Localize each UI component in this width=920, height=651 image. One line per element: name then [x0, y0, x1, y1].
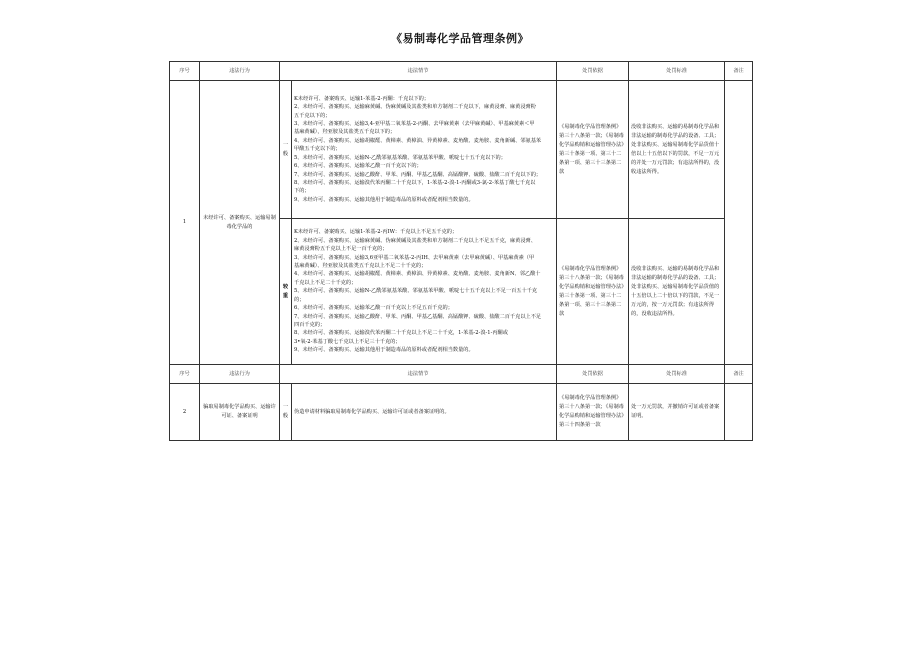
circumstance-line: 5、未经许可、备案购买、运输N-乙酰邻氨基苯酸、邻氨基苯甲酸、哌啶七十五千克以下的； — [294, 154, 506, 161]
header-violation: 违法行为 — [200, 365, 280, 384]
row1-serious-circumstances — [292, 219, 557, 365]
circumstance-line: 6、未经许可、备案购买、运输苯乙酸一百千克以下的； — [294, 163, 422, 170]
circumstance-line: 2、未经许可、备案购买、运输麻黄碱、伪麻黄碱及其盐类和单方制剂二千克以上不足五千克，麻黄浸膏、 — [294, 237, 536, 244]
row1-serious-standard: 没收非法购买、运输的易制毒化学品和非法运输的制毒化学品的设备、工具；处非法购买、运输易制毒化学品货值的十五倍以上二十倍以下的罚款，不足一万元的，按一万元罚款；有违法所得的，没收违法所得。 — [629, 219, 725, 365]
circumstance-line: 五千克以下的； — [294, 112, 331, 119]
header-basis: 处罚依据 — [557, 62, 629, 81]
row1-serious-basis: 《易制毒化学品管理条例》第三十八条第一款；《易制毒化学品购销和运输管理办法》第三十条第一项、第三十二条第一项、第三十三条第二款 — [557, 219, 629, 365]
row2-index: 2 — [170, 384, 200, 441]
header-index: 序号 — [170, 62, 200, 81]
circumstance-line: 4、未经许可、备案购买、运输胡椒醛、黄樟素、黄樟油、异黄樟素、麦角酸、麦角胺、麦角新碱、邻氨基苯 — [294, 137, 542, 144]
header-remarks: 备注 — [725, 365, 753, 384]
header-circumstances: 违法情节 — [280, 365, 557, 384]
row2-violation: 骗取易制毒化学品购买、运输许可证、备案证明 — [200, 384, 280, 441]
circumstance-line: 8、未经许可、备案购买、运输溴代苯丙酮二十千克以上不足二十千克，1-苯基-2-溴-1-丙酮或 — [294, 330, 508, 337]
header-standard: 处罚标准 — [629, 62, 725, 81]
header-basis: 处罚依据 — [557, 365, 629, 384]
circumstance-line: 甲酸五千克以下的； — [294, 146, 341, 153]
table-row — [170, 384, 753, 441]
header-index: 序号 — [170, 365, 200, 384]
table-row — [170, 81, 753, 219]
circumstance-line: 麻黄浸膏粉五千克以上不足一百千克的； — [294, 246, 388, 253]
circumstance-line: 7、未经许可、备案购买、运输乙酸酐、甲苯、丙酮、甲基乙基酮、高锰酸钾、硫酸、盐酸二百千克以下的； — [294, 171, 542, 178]
row2-circumstances: 伪造申请材料骗取易制毒化学品购买、运输许可证或者备案证明的。 — [292, 384, 557, 441]
row1-general-circumstances — [292, 81, 557, 219]
row2-remarks — [725, 384, 753, 441]
header-standard: 处罚标准 — [629, 365, 725, 384]
circumstance-line: 8、未经许可、备案购买、运输溴代苯丙酮二十千克以下，1-苯基-2-溴-1-丙酮或3-氯-2-苯基丁酸七千克以 — [294, 179, 536, 186]
row1-general-level: 一般 — [280, 81, 292, 219]
circumstance-line: 7、未经许可、备案购买、运输乙酸酐、甲苯、丙酮、甲基乙基酮、高锰酸钾、硫酸、盐酸二百千克以上不足 — [294, 313, 542, 320]
circumstance-line: 2、未经许可、备案购买、运输麻黄碱、伪麻黄碱及其盐类和单方制剂二千克以下，麻黄浸膏、麻黄浸膏粉 — [294, 104, 536, 111]
circumstance-line: 6、未经许可、备案购买、运输苯乙酸一百千克以上不足五百千克的； — [294, 305, 453, 312]
circumstance-line: 3•氧-2-苯基丁酸七千克以上不足三十千克的； — [294, 338, 401, 345]
row2-level: 一般 — [280, 384, 292, 441]
header-violation: 违法行为 — [200, 62, 280, 81]
circumstance-line: 4、未经许可、备案购买、运输胡椒醛、黄樟素、黄樟油、异黄樟素、麦角酸、麦角胺、麦角新N、邻乙酸十 — [294, 271, 541, 278]
circumstance-line: 9、未经许可、备案购买、运输其他用于制造毒品的原料或者配剂相当数量的。 — [294, 196, 474, 203]
row1-violation: 未经许可、备案购买、运输易制毒化学品的 — [200, 81, 280, 365]
circumstance-line: 3、未经许可、备案购买、运输3,4-亚甲基二氧苯基-2-丙酮、去甲麻黄素（去甲麻黄碱）、甲基麻黄素＜甲 — [294, 121, 535, 128]
circumstance-line: K未经许可、备案购买、运输1-苯基-2-丙酮：千克以下的； — [294, 95, 430, 102]
circumstance-line: 基麻黄碱），羟亚胺及其盐类五千克以下的； — [294, 129, 396, 136]
table-header-row-repeat — [170, 365, 753, 384]
penalty-table — [169, 61, 753, 441]
table-header-row — [170, 62, 753, 81]
row1-general-standard: 没收非法购买、运输的易制毒化学品和非法运输的制毒化学品的设备、工具；处非法购买、运输易制毒化学品货值十倍以上十五倍以下的罚款，不足一万元的并处一万元罚款；有违法所得的，没收违法所得。 — [629, 81, 725, 219]
circumstance-line: 四百千克的； — [294, 321, 326, 328]
row2-basis: 《易制毒化学品管理条例》第三十八条第一款；《易制毒化学品购销和运输管理办法》第三十四条第一款 — [557, 384, 629, 441]
circumstance-line: 5、未经许可、备案购买、运输N-乙酰邻氨基苯酸、邻氨基苯甲酸、哌啶七十五千克以上不足一百五十千克 — [294, 288, 538, 295]
row1-general-basis: 《易制毒化学品管理条例》第三十八条第一款；《易制毒化学品购销和运输管理办法》第三十条第一项、第三十二条第一项、第三十三条第二款 — [557, 81, 629, 219]
circumstance-line: 基麻黄碱）、羟亚胺及其盐类五千克以上不足二十千克的； — [294, 263, 427, 270]
document-title: 《易制毒化学品管理条例》 — [391, 32, 529, 45]
circumstance-line: 3、未经许可、备案购买、运输3,6亚甲基二氧苯基-2-丙IH、去甲麻黄素（去甲麻黄碱）、甲基麻黄素（甲 — [294, 254, 535, 261]
circumstance-line: 下的； — [294, 188, 310, 195]
header-circumstances: 违法情节 — [280, 62, 557, 81]
header-remarks: 备注 — [725, 62, 753, 81]
row1-index: 1 — [170, 81, 200, 365]
circumstance-line: K未经许可、备案购买、运输1-苯基-2-丙IW：千克以上不足五千克的； — [294, 229, 458, 236]
circumstance-line: 9、未经许可、备案购买、运输其他用于制造毒品的原料或者配剂相当数量的。 — [294, 347, 474, 354]
circumstance-line: 的； — [294, 296, 305, 303]
circumstance-line: 千克以上不足二十千克的； — [294, 279, 357, 286]
row2-standard: 处一万元罚款，并撤销许可证或者备案证明。 — [629, 384, 725, 441]
row1-serious-level: 较重 — [280, 219, 292, 365]
row1-remarks — [725, 81, 753, 365]
